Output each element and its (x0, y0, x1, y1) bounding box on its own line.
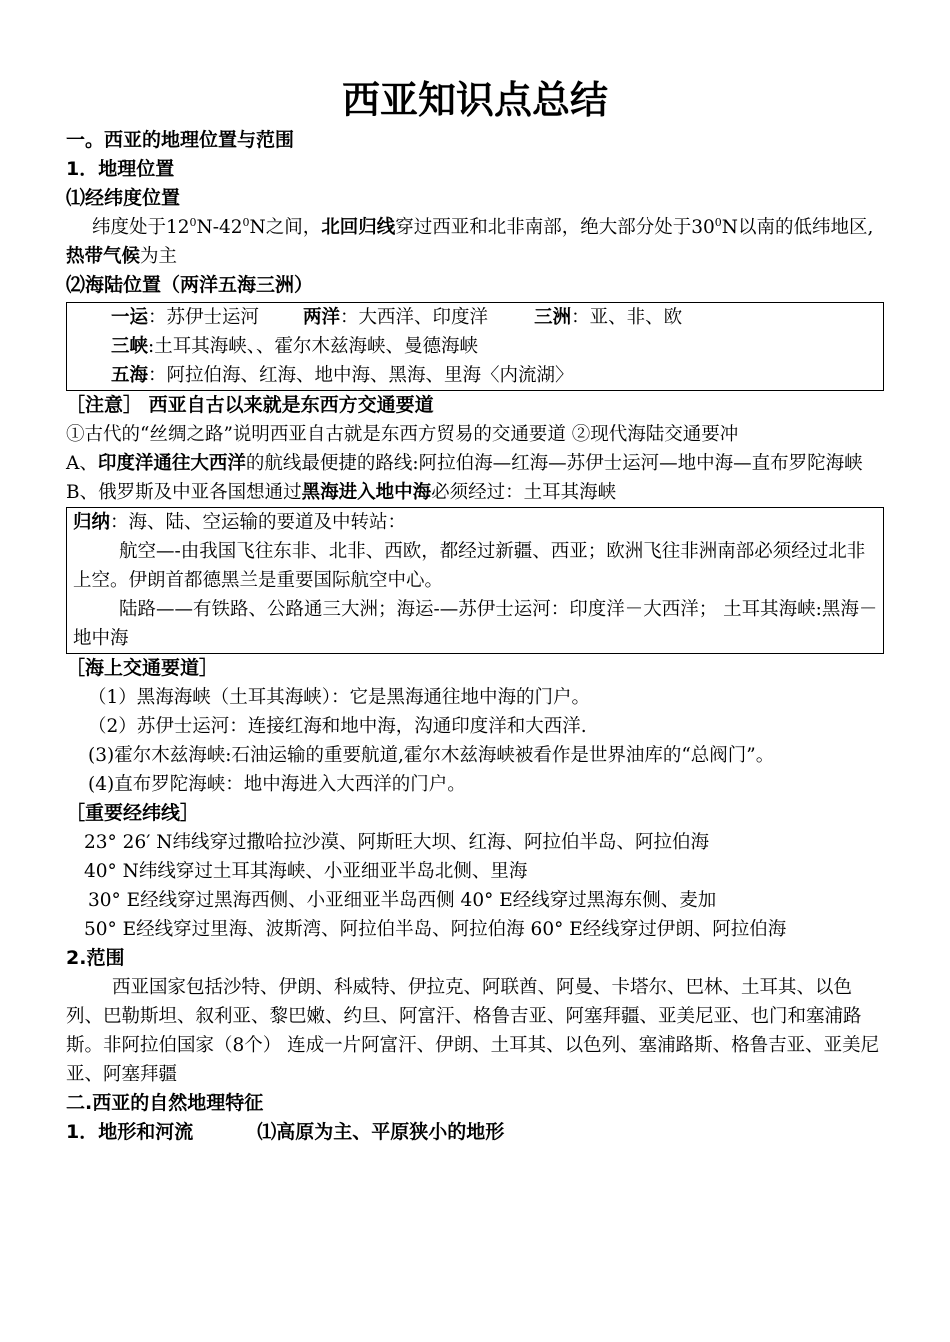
sea-route-item: （1）黑海海峡（土耳其海峡）：它是黑海通往地中海的门户。 (88, 687, 591, 708)
subsection-lat-lon: ⑴经纬度位置 (66, 187, 181, 209)
summary-title: 归纳：海、陆、空运输的要道及中转站： (73, 512, 407, 533)
summary-air: 航空—-由我国飞往东非、北非、西欧，都经过新疆、西亚；欧洲飞往非洲南部必须经过北非上空。伊朗首都德黑兰是重要国际航空中心。 (73, 541, 866, 591)
sea-routes-heading: ［海上交通要道］ (66, 657, 219, 679)
range-paragraph: 西亚国家包括沙特、伊朗、科威特、伊拉克、阿联酋、阿曼、卡塔尔、巴林、土耳其、以色列、巴勒斯坦、叙利亚、黎巴嫩、约旦、阿富汗、格鲁吉亚、阿塞拜疆、亚美尼亚、也门和塞浦路斯。非阿拉伯国家（8个） 连成一片阿富汗、伊朗、土耳其、以色列、塞浦路斯、格鲁吉亚、亚美尼亚、阿塞拜疆 (66, 977, 880, 1085)
box-row-straits: 三峡:土耳其海峡、、霍尔木兹海峡、曼德海峡 (111, 336, 479, 357)
line-item: 50° E经线穿过里海、波斯湾、阿拉伯半岛、阿拉伯海 60° E经线穿过伊朗、阿拉伯海 (84, 919, 787, 940)
sea-route-item: （2）苏伊士运河：连接红海和地中海，沟通印度洋和大西洋. (88, 716, 587, 737)
subsection-location: 1．地理位置 (66, 158, 175, 180)
sea-land-summary-box (66, 302, 884, 391)
tropical-climate-keyword: 热带气候 (66, 246, 141, 267)
latitude-paragraph: 纬度处于$12^0N-42^0N$之间，北回归线穿过西亚和北非南部，绝大部分处于$30^0N$以南的低纬地区,热带气候为主 (66, 215, 874, 267)
subsection-sea-land: ⑵海陆位置（两洋五海三洲） (66, 274, 314, 296)
sea-route-item: (3)霍尔木兹海峡:石油运输的重要航道,霍尔木兹海峡被看作是世界油库的“总阀门”。 (88, 745, 775, 766)
summary-land-sea: 陆路——有铁路、公路通三大洲；海运-—苏伊士运河：印度洋－大西洋； 土耳其海峡:黑海－地中海 (73, 599, 878, 649)
section-1-heading: 一。西亚的地理位置与范围 (66, 129, 295, 151)
tropic-of-cancer-keyword: 北回归线 (321, 217, 396, 238)
note-paragraph-b: B、俄罗斯及中亚各国想通过黑海进入地中海必须经过：土耳其海峡 (66, 482, 617, 503)
note-heading: ［注意］ 西亚自古以来就是东西方交通要道 (66, 394, 434, 416)
note-paragraph-1: ①古代的“丝绸之路”说明西亚自古就是东西方贸易的交通要道 ②现代海陆交通要冲 (66, 424, 739, 445)
sea-route-item: (4)直布罗陀海峡：地中海进入大西洋的门户。 (88, 774, 466, 795)
section-2-sub: 1．地形和河流 ⑴高原为主、平原狭小的地形 (66, 1121, 505, 1143)
note-paragraph-a: A、印度洋通往大西洋的航线最便捷的路线:阿拉伯海—红海—苏伊士运河—地中海—直布罗陀海峡 (66, 453, 863, 474)
section-2-heading: 二.西亚的自然地理特征 (66, 1092, 264, 1114)
important-lines-heading: ［重要经纬线］ (66, 802, 200, 824)
box-row-seas: 五海：阿拉伯海、红海、地中海、黑海、里海〈内流湖〉 (111, 365, 574, 386)
page-title: 西亚知识点总结 (341, 78, 608, 122)
box-row-canal-oceans-continents: 一运：苏伊士运河 两洋：大西洋、印度洋 三洲：亚、非、欧 (111, 307, 683, 328)
line-item: 40° N纬线穿过土耳其海峡、小亚细亚半岛北侧、里海 (84, 861, 528, 882)
line-item: 30° E经线穿过黑海西侧、小亚细亚半岛西侧 40° E经线穿过黑海东侧、麦加 (88, 890, 717, 911)
line-item: 23° 26′ N纬线穿过撒哈拉沙漠、阿斯旺大坝、红海、阿拉伯半岛、阿拉伯海 (84, 832, 709, 853)
subsection-range: 2.范围 (66, 947, 125, 969)
summary-box (66, 507, 884, 654)
